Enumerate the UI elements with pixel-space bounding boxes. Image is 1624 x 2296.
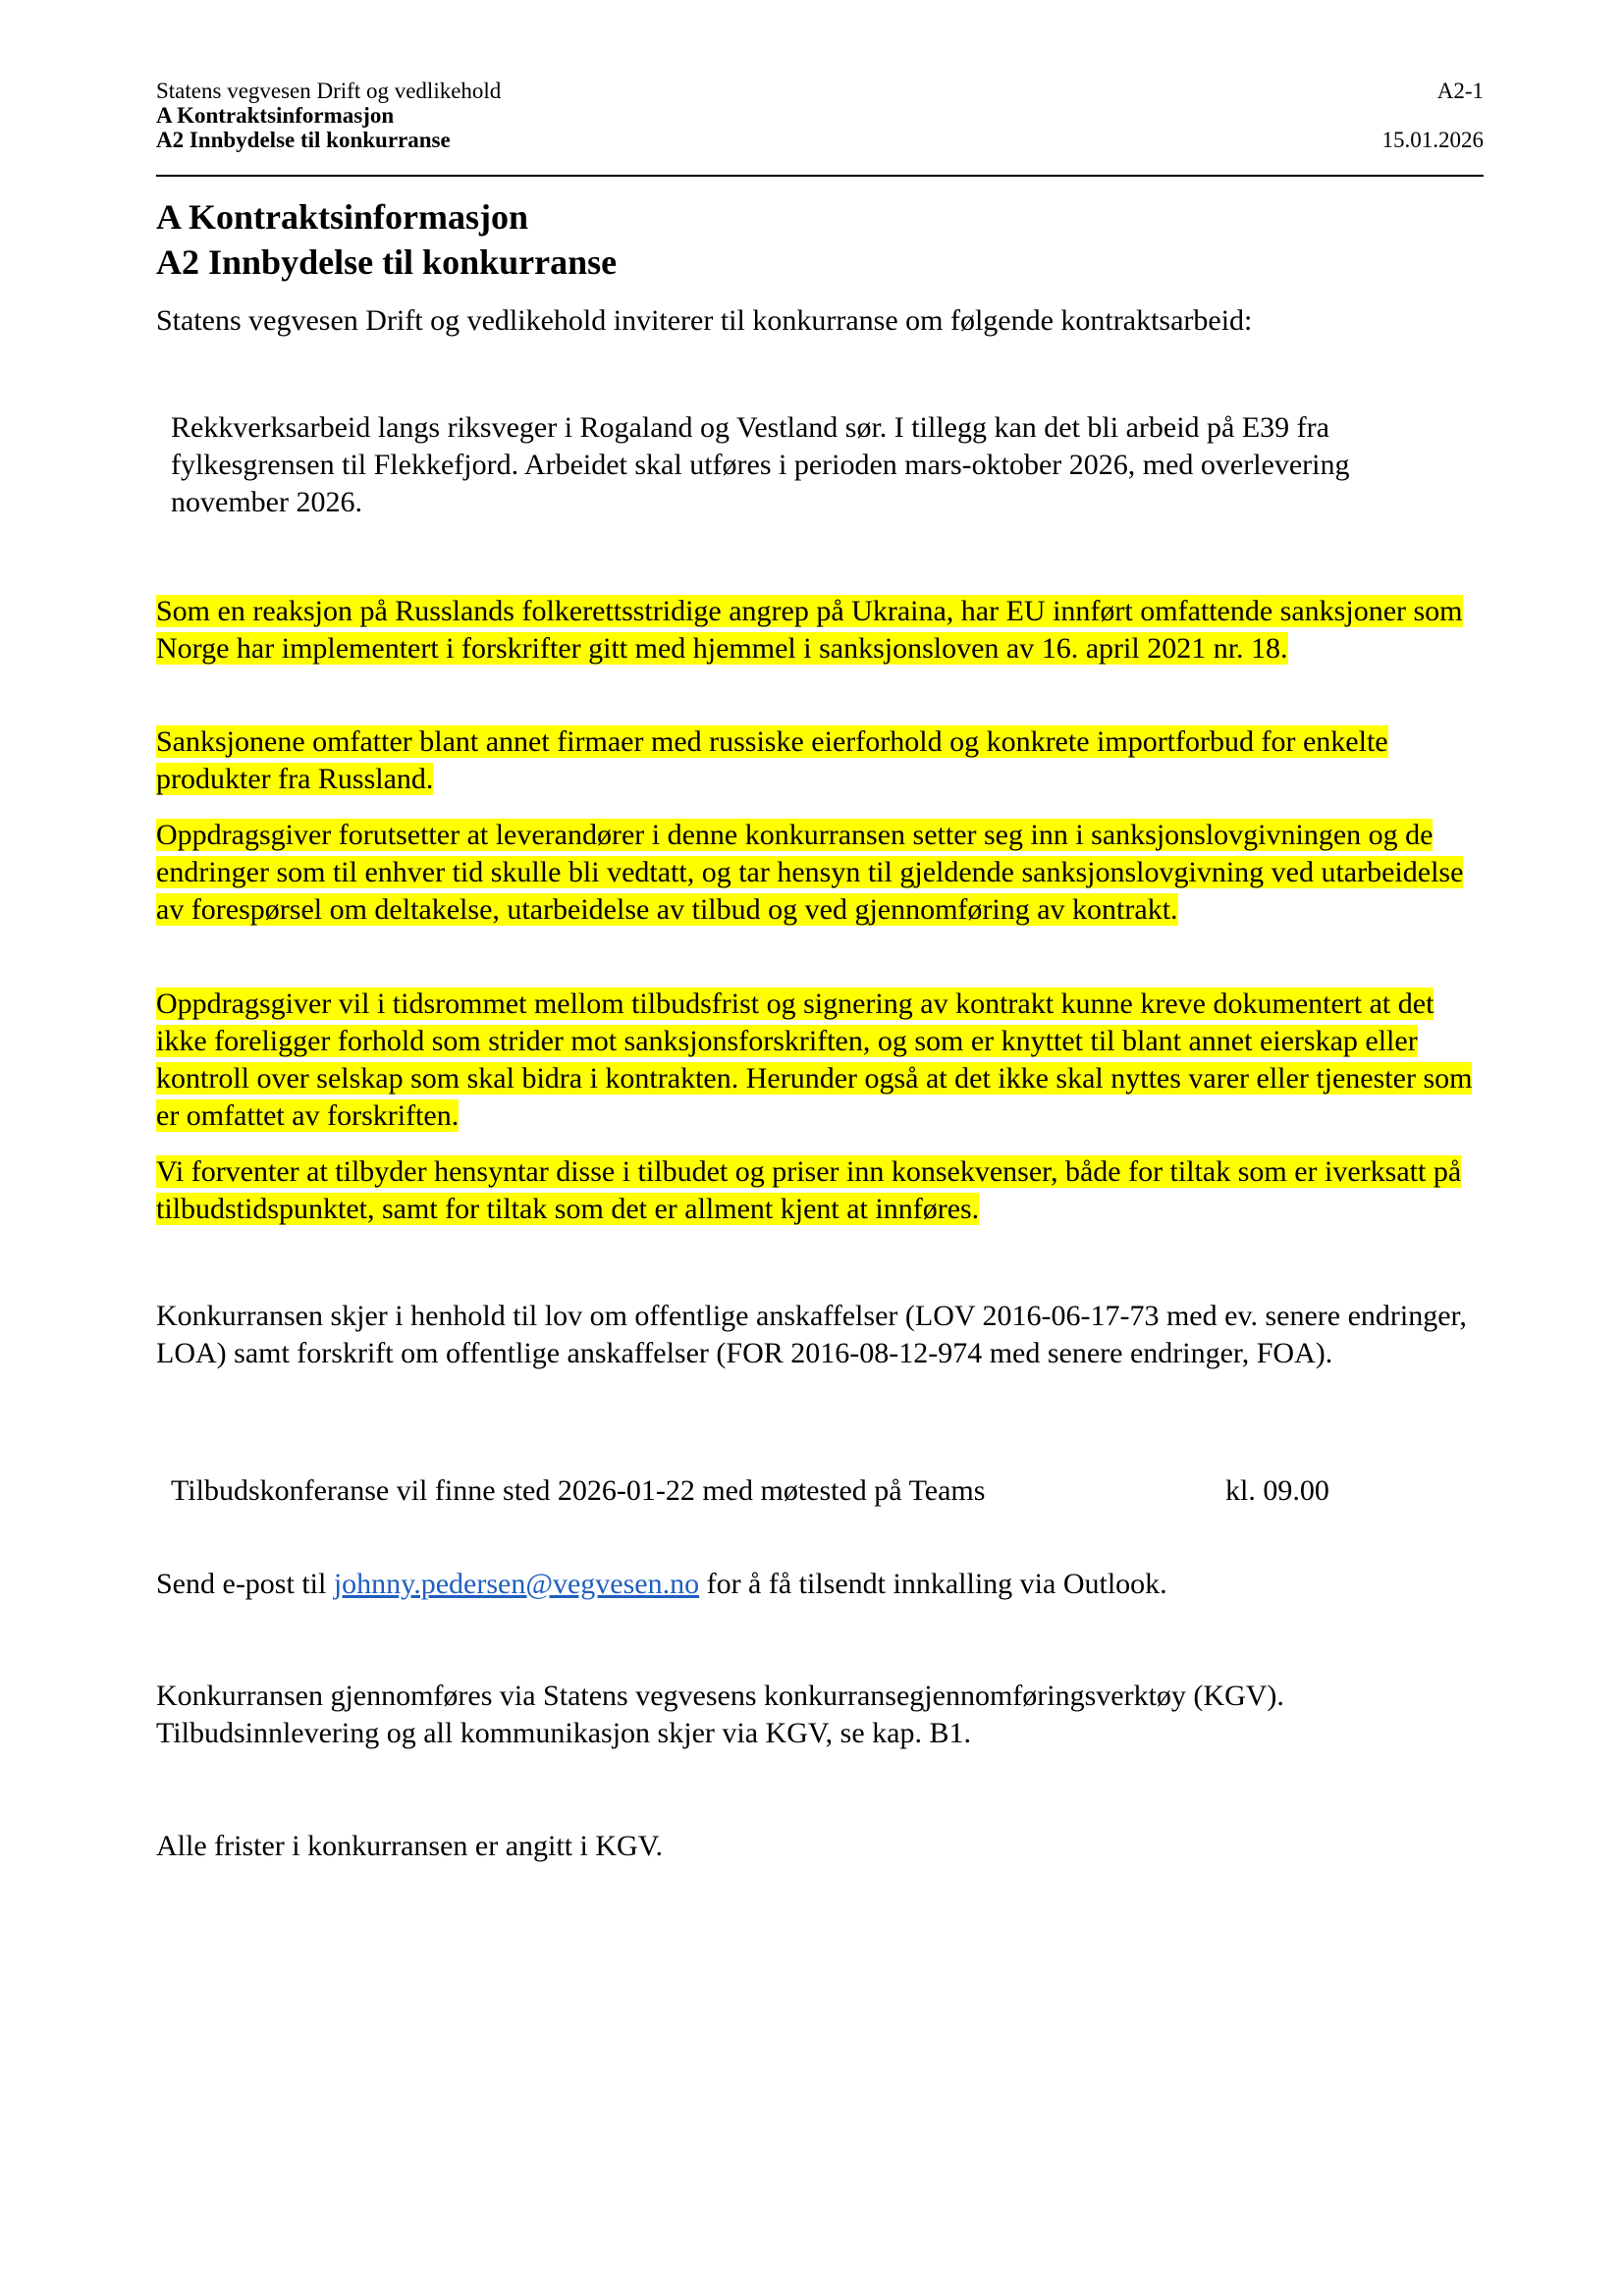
title-main: A Kontraktsinformasjon [156,197,529,237]
page-title [156,194,1484,285]
header-date: 15.01.2026 [1381,128,1484,152]
deadlines-paragraph: Alle frister i konkurransen er angitt i KGV. [156,1830,663,1862]
email-prefix: Send e-post til [156,1568,327,1600]
intro-paragraph: Statens vegvesen Drift og vedlikehold inviterer til konkurranse om følgende kontraktsarbeid: [156,304,1253,337]
sanctions-text-3: Oppdragsgiver forutsetter at leverandører i denne konkurransen setter seg inn i sanksjonslovgivningen og de endringer som til enhver tid skulle bli vedtatt, og tar hensyn til gjeldende sanksjonslovgivning ved utarbeidelse av forespørsel om deltakelse, utarbeidelse av tilbud og ved gjennomføring av kontrakt. [156,819,1464,926]
header-org: Statens vegvesen Drift og vedlikehold [156,79,502,103]
sanctions-paragraph-5 [156,1153,1484,1228]
email-link[interactable]: johnny.pedersen@vegvesen.no [333,1568,700,1600]
sanctions-text-5: Vi forventer at tilbyder hensyntar disse i tilbudet og priser inn konsekvenser, både for tiltak som er iverksatt på tilbudstidspunktet, samt for tiltak som det er allment kjent at innføres. [156,1155,1462,1225]
kgv-paragraph: Konkurransen gjennomføres via Statens vegvesens konkurransegjennomføringsverktøy (KGV). Tilbudsinnlevering og all kommunikasjon skjer via KGV, se kap. B1. [156,1680,1284,1749]
header-row-1 [156,79,1484,103]
sanctions-text-2: Sanksjonene omfatter blant annet firmaer med russiske eierforhold og konkrete importforbud for enkelte produkter fra Russland. [156,725,1388,795]
header-row-2 [156,103,1484,128]
title-sub: A2 Innbydelse til konkurranse [156,242,618,282]
scope-paragraph: Rekkverksarbeid langs riksveger i Rogaland og Vestland sør. I tillegg kan det bli arbeid på E39 fra fylkesgrensen til Flekkefjord. Arbeidet skal utføres i perioden mars-oktober 2026, med overlevering november 2026. [171,411,1350,518]
sanctions-paragraph-1 [156,593,1484,667]
conference-text: Tilbudskonferanse vil finne sted 2026-01-22 med møtested på Teams [171,1474,986,1507]
header-section: A Kontraktsinformasjon [156,103,395,128]
email-suffix: for å få tilsendt innkalling via Outlook. [706,1568,1167,1600]
sanctions-text-4: Oppdragsgiver vil i tidsrommet mellom tilbudsfrist og signering av kontrakt kunne kreve dokumentert at det ikke foreligger forhold som strider mot sanksjonsforskriften, og som er knyttet til blant annet eierskap eller kontroll over selskap som skal bidra i kontrakten. Herunder også at det ikke skal nyttes varer eller tjenester som er omfattet av forskriften. [156,988,1473,1132]
header-divider [156,175,1484,177]
sanctions-paragraph-4 [156,986,1484,1135]
sanctions-text-1: Som en reaksjon på Russlands folkerettsstridige angrep på Ukraina, har EU innført omfattende sanksjoner som Norge har implementert i forskrifter gitt med hjemmel i sanksjonsloven av 16. april 2021 nr. 18. [156,595,1463,665]
page-header [156,79,1484,152]
conference-time: kl. 09.00 [1225,1474,1329,1507]
header-subsection: A2 Innbydelse til konkurranse [156,128,451,152]
sanctions-paragraph-3 [156,817,1484,929]
sanctions-paragraph-2 [156,723,1484,798]
email-paragraph [156,1566,1484,1603]
header-page-ref: A2-1 [1436,79,1484,103]
header-row-3 [156,128,1484,152]
legal-paragraph: Konkurransen skjer i henhold til lov om offentlige anskaffelser (LOV 2016-06-17-73 med ev. senere endringer, LOA) samt forskrift om offentlige anskaffelser (FOR 2016-08-12-974 med senere endringer, FOA). [156,1300,1467,1369]
